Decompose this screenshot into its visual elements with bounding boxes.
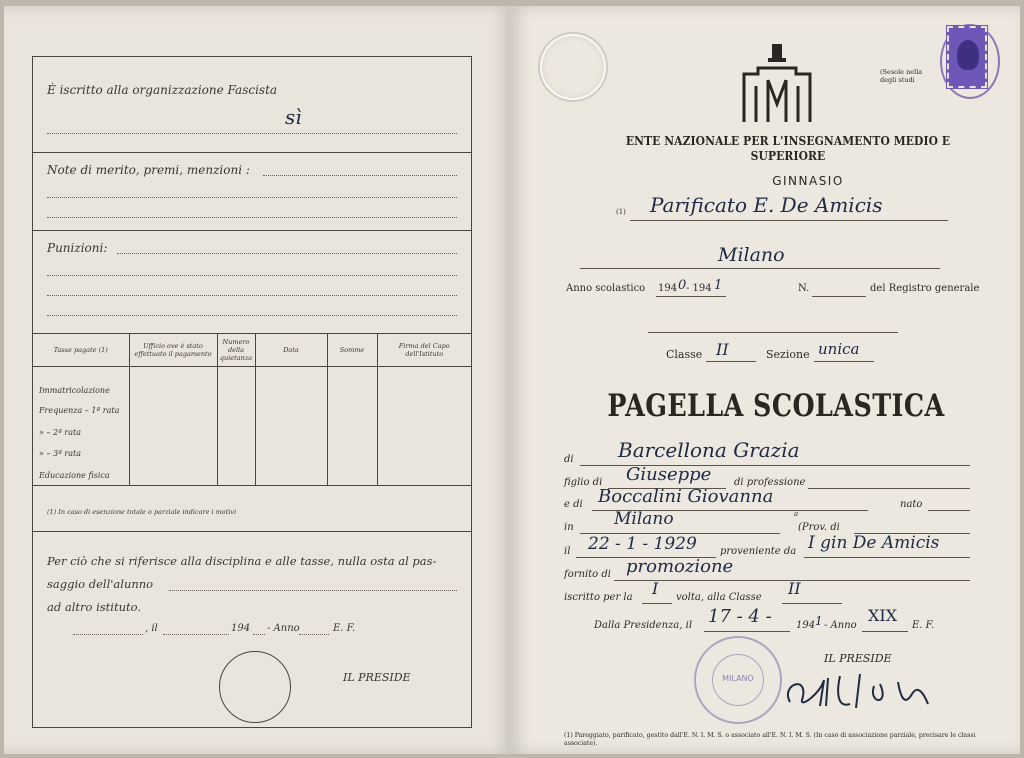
tasse-header-row	[33, 334, 471, 366]
volta-line	[642, 603, 672, 604]
disciplina-text-2: saggio dell'alunno	[47, 577, 154, 591]
disciplina-text-1: Per ciò che si riferisce alla disciplina e alle tasse, nulla osta al pas-	[47, 554, 437, 568]
punizioni-label: Punizioni:	[47, 241, 108, 255]
table-row	[33, 422, 471, 444]
dotted-line	[73, 634, 143, 635]
fascista-label: È iscritto alla organizzazione Fascista	[47, 83, 278, 97]
dotted-line	[47, 315, 457, 316]
school-line	[630, 220, 948, 221]
ef-label: E. F.	[912, 620, 935, 631]
stamp-circle	[219, 651, 291, 723]
presidenza-label: Dalla Presidenza, il	[594, 620, 693, 631]
dotted-line	[47, 295, 457, 296]
nato-line	[928, 510, 970, 511]
table-row	[33, 366, 471, 400]
fascista-section	[33, 57, 471, 153]
dotted-line	[263, 175, 457, 176]
volta-label: volta, alla Classe	[676, 592, 762, 603]
right-page	[508, 6, 1020, 754]
anno-roman: XIX	[868, 606, 898, 625]
birth-city: Milano	[614, 509, 674, 529]
tasse-row-label: Immatricolazione	[33, 366, 129, 400]
seal-text: MILANO	[722, 674, 754, 683]
school-name: Parificato E. De Amicis	[650, 193, 883, 217]
il-label: il	[564, 546, 571, 557]
tasse-header: Data	[255, 334, 327, 366]
in-label: in	[564, 522, 574, 533]
anno-value-b: - 194	[686, 283, 712, 294]
punizioni-section	[33, 231, 471, 334]
form-box	[32, 56, 472, 728]
tasse-header: Numero della quietanza	[217, 334, 255, 366]
pres-year: 194	[796, 620, 816, 631]
tasse-header: Firma del Capo dell'Istituto	[377, 334, 471, 366]
dotted-line	[163, 634, 229, 635]
nato-label: nato	[900, 499, 923, 510]
volta-value: I	[652, 579, 659, 598]
il-preside-right: IL PRESIDE	[824, 652, 892, 665]
tasse-row-label: Educazione fisica	[33, 465, 129, 487]
date-ef: E. F.	[333, 623, 356, 634]
dotted-line	[169, 590, 457, 591]
city-line	[580, 268, 940, 269]
pres-year-hw: 1	[815, 614, 823, 628]
figlio-label: figlio di	[564, 477, 603, 488]
dotted-line	[299, 634, 329, 635]
mother-value: Boccalini Giovanna	[598, 486, 774, 507]
sezione-line	[814, 361, 874, 362]
anno-line	[656, 296, 726, 297]
merito-label: Note di merito, premi, menzioni :	[47, 163, 250, 177]
blank-line	[648, 332, 898, 333]
student-name: Barcellona Grazia	[618, 438, 800, 462]
ginnasio-label: GINNASIO	[772, 174, 844, 188]
pres-date-line	[704, 631, 790, 632]
roman-line	[862, 631, 908, 632]
anno-label: Anno scolastico	[566, 283, 646, 294]
il-preside-left: IL PRESIDE	[343, 671, 411, 684]
father-value: Giuseppe	[626, 464, 712, 485]
table-row	[33, 465, 471, 487]
ente-title: ENTE NAZIONALE PER L'INSEGNAMENTO MEDIO E SUPERIORE	[625, 133, 951, 163]
date-anno: - Anno	[267, 623, 300, 634]
anno-label-2: - Anno	[824, 620, 857, 631]
dotted-line	[47, 133, 457, 134]
pagella-title: PAGELLA SCOLASTICA	[607, 388, 945, 424]
classe-iscr: II	[788, 579, 801, 598]
anno-value-a: 194	[658, 283, 678, 294]
postage-stamp	[947, 26, 987, 88]
divider	[33, 531, 471, 532]
tasse-row-label: » – 2ª rata	[33, 422, 129, 444]
iscritto-label: iscritto per la	[564, 592, 633, 603]
tasse-row-label: » – 3ª rata	[33, 443, 129, 465]
n-line	[812, 296, 866, 297]
anno-value-a-hw: 0	[678, 278, 687, 293]
n-label: N.	[798, 283, 810, 294]
dotted-line	[47, 275, 457, 276]
professione-line	[808, 488, 970, 489]
classe-value: II	[716, 340, 729, 359]
a-label: a	[794, 510, 799, 518]
pres-date: 17 - 4 -	[708, 606, 772, 627]
provenienza-value: I gin De Amicis	[808, 533, 940, 553]
school-seal	[694, 636, 782, 724]
bollo-note: (Sesole nella degli studi	[880, 68, 923, 84]
enims-emblem	[738, 44, 818, 126]
provenienza-line	[804, 557, 970, 558]
birth-date: 22 - 1 - 1929	[588, 534, 697, 554]
tasse-table	[33, 334, 471, 486]
classe-label: Classe	[666, 348, 703, 361]
divider	[33, 485, 471, 486]
proveniente-label: proveniente da	[720, 546, 797, 557]
table-row	[33, 400, 471, 422]
date-194: 194	[231, 623, 251, 634]
dotted-line	[253, 634, 265, 635]
disciplina-text-3: ad altro istituto.	[47, 600, 142, 614]
table-row	[33, 443, 471, 465]
edi-label: e di	[564, 499, 583, 510]
professione-label: di professione	[734, 477, 806, 488]
prov-label: (Prov. di	[798, 522, 840, 533]
fornito-label: fornito di	[564, 569, 611, 580]
tasse-header: Somme	[327, 334, 377, 366]
preside-signature	[780, 664, 950, 714]
dotted-line	[117, 253, 457, 254]
anno-value-b-hw: 1	[714, 278, 723, 293]
dotted-line	[47, 217, 457, 218]
fascista-value: sì	[285, 105, 302, 129]
sezione-label: Sezione	[766, 348, 810, 361]
date-il: , il	[145, 623, 158, 634]
di-label: di	[564, 454, 574, 465]
merito-section	[33, 153, 471, 231]
sezione-value: unica	[818, 340, 860, 358]
classe-iscr-line	[782, 603, 842, 604]
fornito-value: promozione	[626, 556, 734, 577]
embossed-seal	[540, 34, 606, 100]
city-value: Milano	[718, 244, 785, 266]
left-page	[4, 6, 510, 754]
ref-marker: (1)	[616, 208, 626, 216]
tasse-header: Ufficio ove è stato effettuato il pagamento	[129, 334, 217, 366]
tasse-row-label: Frequenza – 1ª rata	[33, 400, 129, 422]
esenzione-note: (1) In caso di esenzione totale o parziale indicare i motivi	[47, 508, 237, 516]
tasse-header: Tasse pagate (1)	[33, 334, 129, 366]
classe-line	[706, 361, 756, 362]
dotted-line	[47, 197, 457, 198]
footnote: (1) Pareggiato, parificato, gestito dall'E. N. I. M. S. o associato all'E. N. I. M. S. (In caso di associazione parziale, precisare le classi associate).	[564, 732, 976, 747]
registro-label: del Registro generale	[870, 283, 980, 294]
